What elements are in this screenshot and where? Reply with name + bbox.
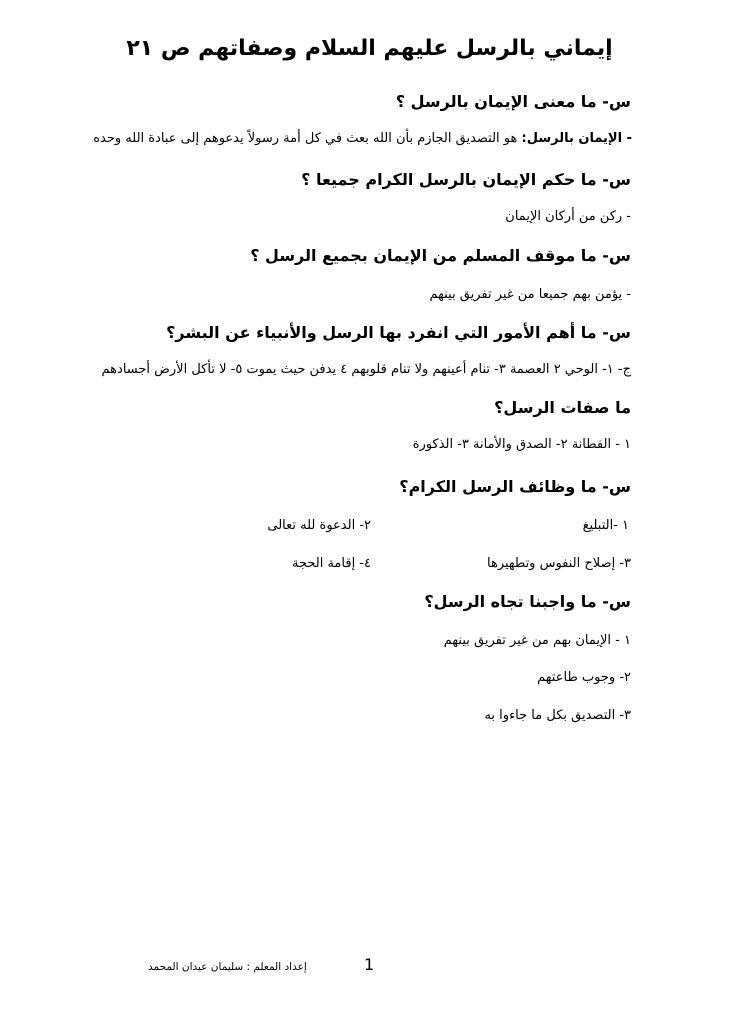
question-4: س- ما أهم الأمور التي انفرد بها الرسل والأنبياء عن البشر؟ (166, 323, 631, 342)
answer-1-text: هو التصديق الجازم بأن الله بعث في كل أمة رسولاً يدعوهم إلى عبادة الله وحده (93, 131, 522, 146)
answer-1 (93, 131, 632, 146)
answer-6-item-4: ٤- إقامة الحجة (292, 556, 371, 571)
answer-7-item-1: ١ - الإيمان بهم من غير تفريق بينهم (443, 633, 631, 648)
answer-2: - ركن من أركان الإيمان (505, 209, 631, 224)
answer-7-item-2: ٢- وجوب طاعتهم (537, 670, 631, 685)
answer-1-label: - الإيمان بالرسل: (521, 131, 632, 146)
question-5: ما صفات الرسل؟ (494, 398, 631, 417)
footer-credit: إعداد المعلم : سليمان عيدان المحمد (148, 961, 307, 973)
question-2: س- ما حكم الإيمان بالرسل الكرام جميعا ؟ (301, 170, 631, 189)
answer-7-item-3: ٣- التصديق بكل ما جاءوا به (484, 708, 631, 723)
answer-3: - يؤمن بهم جميعا من غير تفريق بينهم (429, 287, 631, 302)
answer-4: ج- ١- الوحي ٢ العصمة ٣- تنام أعينهم ولا تنام قلوبهم ٤ يدفن حيث يموت ٥- لا تأكل الأرض أجسادهم (101, 362, 631, 377)
page-title: إيماني بالرسل عليهم السلام وصفاتهم ص ٢١ (126, 36, 613, 61)
answer-6-item-2: ٢- الدعوة لله تعالى (267, 518, 371, 533)
answer-6-item-3: ٣- إصلاح النفوس وتطهيرها (487, 556, 631, 571)
answer-6-item-1: ١ -التبليغ (582, 518, 629, 533)
question-3: س- ما موقف المسلم من الإيمان بجميع الرسل ؟ (250, 246, 631, 265)
answer-5: ١ - الفطانة ٢- الصدق والأمانة ٣- الذكورة (412, 437, 631, 452)
question-7: س- ما واجبنا تجاه الرسل؟ (424, 592, 631, 611)
question-6: س- ما وظائف الرسل الكرام؟ (399, 477, 631, 496)
question-1: س- ما معنى الإيمان بالرسل ؟ (395, 92, 631, 111)
page-number: 1 (364, 955, 375, 974)
